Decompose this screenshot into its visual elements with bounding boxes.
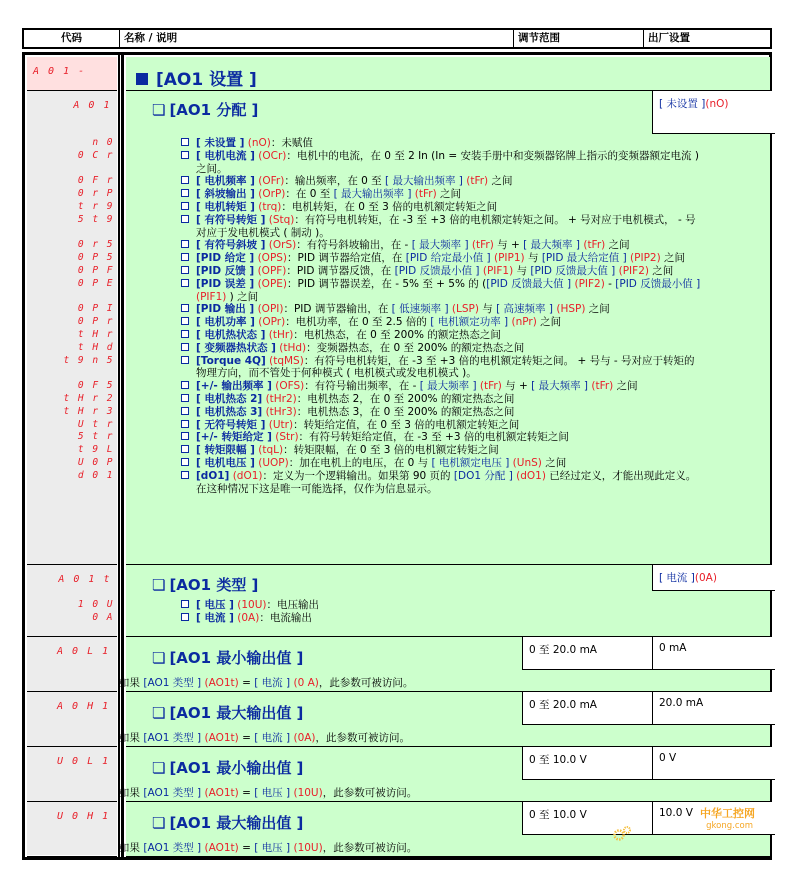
option-item	[77, 328, 770, 342]
option-list	[77, 599, 770, 625]
option-code: 0 P F	[77, 264, 114, 276]
checkbox-icon: ❏	[152, 814, 166, 832]
checkbox-icon	[181, 381, 189, 389]
param-row	[27, 692, 770, 747]
option-item	[77, 380, 770, 393]
option-code: 0 A	[92, 611, 114, 623]
option-text: 之间。	[196, 162, 228, 175]
option-text: 物理方向，而不管处于何种模式 ( 电机模式或发电机模式 )。	[196, 367, 477, 380]
parameter-table	[22, 52, 772, 860]
option-text: [ 电机电压 ] (UOP)：加在电机上的电压，在 0 与 [ 电机额定电压 ] (UnS) 之间	[196, 456, 567, 469]
option-text: [+/- 输出频率 ] (OFS)：有符号输出频率，在 - [ 最大频率 ] (tFr) 与 + [ 最大频率 ] (tFr) 之间	[196, 380, 638, 393]
option-item	[77, 175, 770, 188]
header-code: 代码	[24, 30, 120, 47]
option-item	[77, 599, 770, 612]
option-code: U t r	[77, 418, 114, 430]
param-code: A 0 1 t	[58, 574, 111, 585]
option-code: d 0 1	[77, 469, 114, 481]
option-item	[77, 456, 770, 470]
option-text: [ 电机热态 2] (tHr2)：电机热态 2，在 0 至 200% 的额定热态之间	[196, 392, 515, 405]
checkbox-icon: ❏	[152, 576, 166, 594]
watermark-name: 中华工控网	[700, 807, 755, 820]
access-condition: 如果 [AO1 类型 ] (AO1t) = [ 电压 ] (10U)，此参数可被访问。	[119, 787, 418, 799]
checkbox-icon: ❏	[152, 759, 166, 777]
option-text: [ 电机频率 ] (OFr)：输出频率，在 0 至 [ 最大输出频率 ] (tFr) 之间	[196, 175, 513, 188]
gear-logo-icon	[609, 811, 669, 855]
option-code: 0 r P	[77, 188, 114, 200]
range-value: 0 至 10.0 V	[522, 802, 652, 835]
option-code: 5 t 9	[77, 213, 114, 225]
param-code: A 0 H 1	[57, 701, 110, 712]
option-text: [ 无符号转矩 ] (Utr)：转矩给定值，在 0 至 3 倍的电机额定转矩之间	[196, 418, 520, 431]
option-item	[77, 277, 770, 304]
param-code: A 0 L 1	[57, 646, 110, 657]
option-item	[77, 213, 770, 240]
option-item	[77, 444, 770, 457]
checkbox-icon	[181, 189, 189, 197]
param-code: U 0 L 1	[57, 756, 110, 767]
param-title: ❏ [AO1 类型 ]	[152, 576, 259, 594]
option-code: 5 t r	[77, 431, 114, 443]
option-text: [ 变频器热状态 ] (tHd)：变频器热态，在 0 至 200% 的额定热态之间	[196, 341, 525, 354]
factory-setting: 0 mA	[652, 637, 775, 670]
option-code: 0 P 5	[77, 252, 114, 264]
option-item	[77, 149, 770, 176]
checkbox-icon	[181, 240, 189, 248]
option-item	[77, 200, 770, 214]
option-code: t H r 2	[63, 392, 114, 404]
option-text: (PIF1) ) 之间	[196, 290, 259, 303]
option-text: 对应于发电机模式 ( 制动 )。	[196, 226, 330, 239]
checkbox-icon	[181, 394, 189, 402]
option-text: [PID 输出 ] (OPI)：PID 调节器输出，在 [ 低速频率 ] (LSP) 与 [ 高速频率 ] (HSP) 之间	[196, 303, 610, 316]
param-code: A 0 1	[73, 100, 111, 111]
option-code: 0 P r	[77, 316, 114, 328]
option-text: [ 转矩限幅 ] (tqL)：转矩限幅，在 0 至 3 倍的电机额定转矩之间	[196, 444, 499, 457]
option-item	[77, 188, 770, 201]
option-text: [dO1] (dO1)：定义为一个逻辑输出。如果第 90 页的 [DO1 分配 ] (dO1) 已经过定义，才能出现此定义。	[196, 469, 697, 482]
param-row	[27, 637, 770, 692]
checkbox-icon	[181, 176, 189, 184]
option-code: 0 F 5	[77, 380, 114, 392]
option-code: t r 9	[77, 200, 114, 212]
access-condition: 如果 [AO1 类型 ] (AO1t) = [ 电流 ] (0A)，此参数可被访问。	[119, 732, 411, 744]
checkbox-icon	[181, 279, 189, 287]
menu-code: A 0 1 -	[33, 66, 86, 77]
option-text: [ 电机热状态 ] (tHr)：电机热态，在 0 至 200% 的额定热态之间	[196, 328, 501, 341]
option-text: [ 电机电流 ] (OCr)：电机中的电流，在 0 至 2 In (In = 安装手册中和变频器铭牌上指示的变频器额定电流 )	[196, 149, 699, 162]
option-code: t 9 L	[77, 444, 114, 456]
table-header	[22, 28, 772, 49]
option-text: [ 电流 ] (0A)：电流输出	[196, 611, 312, 624]
option-item	[77, 252, 770, 265]
header-name: 名称 / 说明	[120, 30, 514, 47]
watermark-url: gkong.com	[706, 821, 753, 831]
range-value: 0 至 20.0 mA	[522, 692, 652, 725]
checkbox-icon	[181, 330, 189, 338]
option-text: [PID 给定 ] (OPS)：PID 调节器给定值，在 [PID 给定最小值 ] (PIP1) 与 [PID 最大给定值 ] (PIP2) 之间	[196, 252, 686, 265]
access-condition: 如果 [AO1 类型 ] (AO1t) = [ 电压 ] (10U)，此参数可被访问。	[119, 842, 418, 854]
option-code: 0 P I	[77, 303, 114, 315]
option-text: [ 有符号转矩 ] (Stq)：有符号电机转矩，在 -3 至 +3 倍的电机额定转矩之间。 + 号对应于电机模式， - 号	[196, 213, 696, 226]
option-item	[77, 316, 770, 329]
option-text: 在这种情况下这是唯一可能选择，仅作为信息显示。	[196, 482, 438, 495]
factory-setting: 20.0 mA	[652, 692, 775, 725]
checkbox-icon	[181, 445, 189, 453]
option-item	[77, 418, 770, 432]
checkbox-icon	[181, 202, 189, 210]
range-value: 0 至 10.0 V	[522, 747, 652, 780]
checkbox-icon: ❏	[152, 649, 166, 667]
ao1-assignment-row	[27, 91, 770, 565]
checkbox-icon	[181, 304, 189, 312]
checkbox-icon	[181, 343, 189, 351]
option-text: [ 未设置 ] (nO)：未赋值	[196, 137, 313, 149]
option-code: 0 F r	[77, 175, 114, 187]
factory-setting: 0 V	[652, 747, 775, 780]
factory-setting: 10.0 V	[652, 802, 775, 835]
param-title: ❏ [AO1 最小输出值 ]	[152, 649, 304, 667]
ao1-type-row	[27, 565, 770, 637]
square-bullet-icon	[136, 73, 148, 85]
checkbox-icon	[181, 215, 189, 223]
option-text: [ 电压 ] (10U)：电压输出	[196, 599, 320, 611]
option-list	[63, 137, 770, 495]
option-text: [ 有符号斜坡 ] (OrS)：有符号斜坡输出，在 - [ 最大频率 ] (tFr) 与 + [ 最大频率 ] (tFr) 之间	[196, 239, 630, 252]
checkbox-icon: ❏	[152, 101, 166, 119]
param-code: U 0 H 1	[57, 811, 110, 822]
option-item	[77, 239, 770, 252]
menu-row	[27, 57, 770, 91]
checkbox-icon	[181, 613, 189, 621]
option-text: [ 斜坡输出 ] (OrP)：在 0 至 [ 最大输出频率 ] (tFr) 之间	[196, 188, 462, 201]
checkbox-icon	[181, 253, 189, 261]
checkbox-icon	[181, 356, 189, 364]
menu-title: [AO1 设置 ]	[136, 65, 257, 90]
checkbox-icon	[181, 458, 189, 466]
option-item	[77, 431, 770, 444]
option-code: 0 P E	[77, 277, 114, 289]
option-code: n 0	[92, 137, 114, 148]
option-text: [ 电机功率 ] (OPr)：电机功率，在 0 至 2.5 倍的 [ 电机额定功率 ] (nPr) 之间	[196, 316, 562, 329]
checkbox-icon: ❏	[152, 704, 166, 722]
factory-setting: [ 电流 ](0A)	[652, 565, 775, 591]
option-item	[63, 354, 770, 381]
param-title: ❏ [AO1 最大输出值 ]	[152, 814, 304, 832]
option-text: [ 电机热态 3] (tHr3)：电机热态 3，在 0 至 200% 的额定热态之间	[196, 405, 515, 418]
option-text: [PID 反馈 ] (OPF)：PID 调节器反馈，在 [PID 反馈最小值 ] (PIF1) 与 [PID 反馈最大值 ] (PIF2) 之间	[196, 264, 674, 277]
checkbox-icon	[181, 600, 189, 608]
option-item	[63, 405, 770, 419]
checkbox-icon	[181, 420, 189, 428]
checkbox-icon	[181, 317, 189, 325]
param-row	[27, 747, 770, 802]
option-item	[92, 137, 770, 150]
option-item	[63, 392, 770, 406]
range-value: 0 至 20.0 mA	[522, 637, 652, 670]
option-item	[92, 611, 770, 625]
param-title: ❏ [AO1 最大输出值 ]	[152, 704, 304, 722]
option-code: 0 C r	[77, 149, 114, 161]
header-range: 调节范围	[514, 30, 644, 47]
option-code: U 0 P	[77, 456, 114, 468]
checkbox-icon	[181, 266, 189, 274]
option-text: [PID 误差 ] (OPE)：PID 调节器误差，在 - 5% 至 + 5% 的 ([PID 反馈最大值 ] (PIF2) - [PID 反馈最小值 ]	[196, 277, 701, 290]
option-text: [Torque 4Q] (tqMS)：有符号电机转矩，在 -3 至 +3 倍的电机额定转矩之间。 + 号与 - 号对应于转矩的	[196, 354, 695, 367]
option-item	[77, 341, 770, 355]
option-code: t 9 n 5	[63, 354, 114, 366]
option-text: [+/- 转矩给定 ] (Str)：有符号转矩给定值，在 -3 至 +3 倍的电机额定转矩之间	[196, 431, 569, 444]
option-item	[77, 303, 770, 316]
option-code: t H r 3	[63, 405, 114, 417]
option-text: [ 电机转矩 ] (trq)：电机转矩，在 0 至 3 倍的电机额定转矩之间	[196, 200, 498, 213]
checkbox-icon	[181, 432, 189, 440]
checkbox-icon	[181, 151, 189, 159]
header-factory: 出厂设置	[648, 32, 690, 44]
option-code: 0 r 5	[77, 239, 114, 251]
param-title: ❏ [AO1 最小输出值 ]	[152, 759, 304, 777]
param-title: ❏ [AO1 分配 ]	[152, 101, 259, 119]
option-code: 1 0 U	[77, 599, 114, 610]
factory-setting: [ 未设置 ](nO)	[652, 91, 775, 134]
option-item	[77, 469, 770, 496]
checkbox-icon	[181, 138, 189, 146]
option-code: t H d	[77, 341, 114, 353]
checkbox-icon	[181, 407, 189, 415]
option-item	[77, 264, 770, 278]
checkbox-icon	[181, 471, 189, 479]
option-code: t H r	[77, 328, 114, 340]
access-condition: 如果 [AO1 类型 ] (AO1t) = [ 电流 ] (0 A)，此参数可被访问。	[119, 677, 414, 689]
